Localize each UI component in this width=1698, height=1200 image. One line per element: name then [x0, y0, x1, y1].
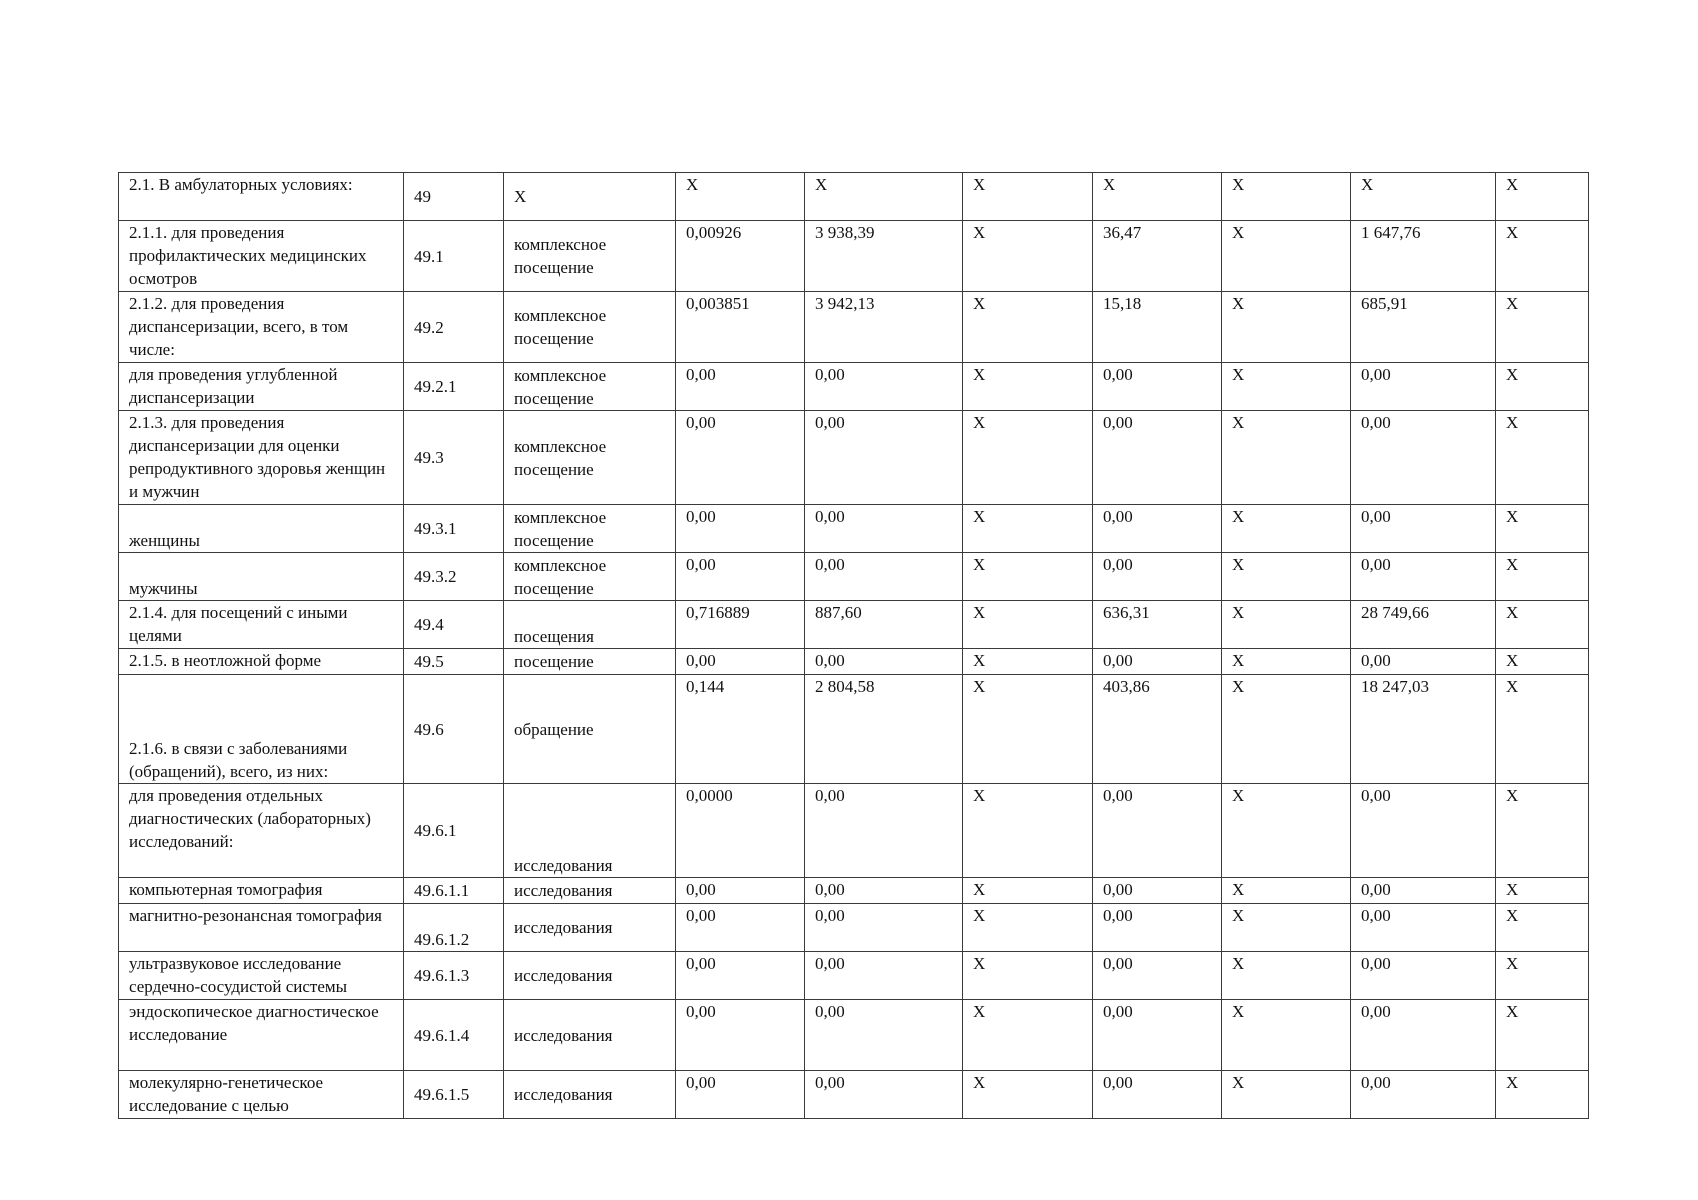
row-name-cell: для проведения углубленной диспансеризации [119, 363, 404, 411]
row-value-cell: 36,47 [1093, 221, 1222, 292]
row-value-cell: Х [1496, 601, 1589, 649]
row-value-cell: 0,00 [1351, 878, 1496, 904]
row-value-cell: Х [1496, 784, 1589, 878]
row-code-cell: 49.6.1.2 [404, 904, 504, 952]
row-value-cell: 0,00 [805, 363, 963, 411]
table-row [119, 411, 1589, 505]
table-row [119, 952, 1589, 1000]
row-value-cell: 0,00 [676, 904, 805, 952]
row-value-cell: 0,00 [1093, 505, 1222, 553]
row-value-cell: Х [1222, 292, 1351, 363]
row-code-cell: 49.5 [404, 649, 504, 675]
row-value-cell: Х [1351, 173, 1496, 221]
row-value-cell: Х [1496, 173, 1589, 221]
row-value-cell: Х [1222, 904, 1351, 952]
row-value-cell: 1 647,76 [1351, 221, 1496, 292]
row-name-cell: эндоскопическое диагностическое исследование [119, 1000, 404, 1071]
row-value-cell: 0,00 [1093, 649, 1222, 675]
row-value-cell: 887,60 [805, 601, 963, 649]
row-value-cell: 0,003851 [676, 292, 805, 363]
row-value-cell: Х [963, 784, 1093, 878]
row-value-cell: Х [1496, 675, 1589, 784]
row-name-cell: молекулярно-генетическое исследование с целью [119, 1071, 404, 1119]
row-value-cell: 0,00 [1351, 505, 1496, 553]
table-row [119, 878, 1589, 904]
row-value-cell: 0,00 [805, 1000, 963, 1071]
row-value-cell: Х [963, 221, 1093, 292]
row-unit-cell: исследования [504, 952, 676, 1000]
row-value-cell: Х [963, 505, 1093, 553]
row-code-cell: 49.6.1 [404, 784, 504, 878]
row-name-cell: 2.1.4. для посещений с иными целями [119, 601, 404, 649]
row-value-cell: 0,00 [805, 878, 963, 904]
row-value-cell: 0,00 [805, 1071, 963, 1119]
row-unit-cell: комплексное посещение [504, 411, 676, 505]
row-value-cell: 0,00 [1351, 649, 1496, 675]
row-value-cell: 0,00 [676, 878, 805, 904]
row-value-cell: Х [1496, 878, 1589, 904]
row-value-cell: 0,00 [676, 411, 805, 505]
row-value-cell: 0,00 [1351, 1071, 1496, 1119]
row-value-cell: 0,00 [1093, 363, 1222, 411]
row-value-cell: Х [1496, 553, 1589, 601]
row-name-cell: 2.1.2. для проведения диспансеризации, всего, в том числе: [119, 292, 404, 363]
row-value-cell: Х [1496, 505, 1589, 553]
table-row [119, 601, 1589, 649]
row-value-cell: 0,00 [805, 411, 963, 505]
row-value-cell: 0,00 [676, 649, 805, 675]
row-name-cell: 2.1.5. в неотложной форме [119, 649, 404, 675]
row-value-cell: Х [1496, 292, 1589, 363]
row-value-cell: Х [963, 411, 1093, 505]
row-name-cell: для проведения отдельных диагностических (лабораторных) исследований: [119, 784, 404, 878]
row-value-cell: Х [1496, 649, 1589, 675]
row-unit-cell: посещение [504, 649, 676, 675]
table-row [119, 505, 1589, 553]
row-code-cell: 49.6.1.5 [404, 1071, 504, 1119]
row-value-cell: Х [1496, 952, 1589, 1000]
row-unit-cell: комплексное посещение [504, 553, 676, 601]
row-value-cell: Х [963, 649, 1093, 675]
row-value-cell: Х [1222, 1000, 1351, 1071]
row-unit-cell: обращение [504, 675, 676, 784]
row-value-cell: 0,00 [1093, 411, 1222, 505]
row-value-cell: 0,00 [1351, 363, 1496, 411]
row-value-cell: Х [963, 553, 1093, 601]
row-value-cell: 0,00 [1093, 904, 1222, 952]
row-code-cell: 49.2 [404, 292, 504, 363]
row-value-cell: Х [1496, 411, 1589, 505]
row-value-cell: 0,00 [1093, 1000, 1222, 1071]
row-code-cell: 49.3.1 [404, 505, 504, 553]
row-value-cell: 636,31 [1093, 601, 1222, 649]
table-row [119, 292, 1589, 363]
row-value-cell: Х [1222, 1071, 1351, 1119]
row-code-cell: 49 [404, 173, 504, 221]
row-value-cell: Х [963, 363, 1093, 411]
row-value-cell: 2 804,58 [805, 675, 963, 784]
row-code-cell: 49.6.1.1 [404, 878, 504, 904]
row-value-cell: 0,00 [805, 784, 963, 878]
row-code-cell: 49.2.1 [404, 363, 504, 411]
row-value-cell: 0,00 [676, 1071, 805, 1119]
row-value-cell: 0,0000 [676, 784, 805, 878]
row-value-cell: 0,144 [676, 675, 805, 784]
row-value-cell: Х [1496, 1071, 1589, 1119]
row-value-cell: Х [1222, 221, 1351, 292]
row-name-cell: 2.1.3. для проведения диспансеризации для оценки репродуктивного здоровья женщин и мужчин [119, 411, 404, 505]
row-value-cell: 0,00 [1351, 411, 1496, 505]
table-row [119, 1000, 1589, 1071]
row-value-cell: 0,00 [1093, 878, 1222, 904]
row-name-cell: ультразвуковое исследование сердечно-сосудистой системы [119, 952, 404, 1000]
row-unit-cell: исследования [504, 904, 676, 952]
row-value-cell: Х [963, 1000, 1093, 1071]
table-row [119, 904, 1589, 952]
data-table [118, 172, 1589, 1119]
row-value-cell: 0,00 [1351, 784, 1496, 878]
row-value-cell: Х [1222, 878, 1351, 904]
row-unit-cell: комплексное посещение [504, 292, 676, 363]
table-row [119, 649, 1589, 675]
row-value-cell: Х [963, 173, 1093, 221]
row-name-cell: 2.1.6. в связи с заболеваниями (обращений), всего, из них: [119, 675, 404, 784]
row-value-cell: 0,00 [1093, 1071, 1222, 1119]
row-value-cell: Х [963, 878, 1093, 904]
row-value-cell: 0,00 [805, 505, 963, 553]
table-row [119, 221, 1589, 292]
row-value-cell: Х [1222, 505, 1351, 553]
row-value-cell: 403,86 [1093, 675, 1222, 784]
table-body [119, 173, 1589, 1119]
row-value-cell: 3 938,39 [805, 221, 963, 292]
row-name-cell: мужчины [119, 553, 404, 601]
row-value-cell: Х [1222, 411, 1351, 505]
row-value-cell: 0,00 [805, 904, 963, 952]
row-value-cell: Х [1222, 649, 1351, 675]
row-value-cell: Х [1222, 784, 1351, 878]
table-row [119, 675, 1589, 784]
row-unit-cell: Х [504, 173, 676, 221]
table-row [119, 1071, 1589, 1119]
row-value-cell: 18 247,03 [1351, 675, 1496, 784]
row-value-cell: 0,00 [676, 363, 805, 411]
table-row [119, 363, 1589, 411]
row-name-cell: женщины [119, 505, 404, 553]
row-code-cell: 49.6.1.3 [404, 952, 504, 1000]
table-row [119, 784, 1589, 878]
row-value-cell: Х [1222, 363, 1351, 411]
row-name-cell: компьютерная томография [119, 878, 404, 904]
row-code-cell: 49.3 [404, 411, 504, 505]
row-value-cell: 0,00 [1093, 784, 1222, 878]
row-value-cell: Х [963, 675, 1093, 784]
row-value-cell: Х [1222, 553, 1351, 601]
row-unit-cell: исследования [504, 1000, 676, 1071]
row-unit-cell: комплексное посещение [504, 221, 676, 292]
row-unit-cell: комплексное посещение [504, 505, 676, 553]
row-value-cell: Х [1496, 221, 1589, 292]
table-row [119, 553, 1589, 601]
row-value-cell: Х [1222, 173, 1351, 221]
row-value-cell: 0,00 [1351, 904, 1496, 952]
row-unit-cell: исследования [504, 784, 676, 878]
row-value-cell: 0,00 [676, 1000, 805, 1071]
row-value-cell: 15,18 [1093, 292, 1222, 363]
row-value-cell: 3 942,13 [805, 292, 963, 363]
row-value-cell: 0,00 [805, 649, 963, 675]
row-unit-cell: исследования [504, 878, 676, 904]
row-unit-cell: комплексное посещение [504, 363, 676, 411]
row-code-cell: 49.4 [404, 601, 504, 649]
row-value-cell: Х [1496, 904, 1589, 952]
row-code-cell: 49.1 [404, 221, 504, 292]
row-value-cell: Х [1496, 363, 1589, 411]
row-value-cell: 0,716889 [676, 601, 805, 649]
row-value-cell: 0,00 [805, 952, 963, 1000]
row-name-cell: 2.1.1. для проведения профилактических медицинских осмотров [119, 221, 404, 292]
row-value-cell: Х [963, 1071, 1093, 1119]
row-value-cell: 0,00 [1351, 553, 1496, 601]
row-value-cell: 28 749,66 [1351, 601, 1496, 649]
table-row [119, 173, 1589, 221]
row-value-cell: 0,00926 [676, 221, 805, 292]
row-code-cell: 49.6.1.4 [404, 1000, 504, 1071]
row-unit-cell: исследования [504, 1071, 676, 1119]
row-value-cell: Х [963, 601, 1093, 649]
row-value-cell: Х [963, 952, 1093, 1000]
row-unit-cell: посещения [504, 601, 676, 649]
row-value-cell: 0,00 [1351, 952, 1496, 1000]
row-value-cell: 0,00 [1093, 952, 1222, 1000]
row-code-cell: 49.6 [404, 675, 504, 784]
row-value-cell: Х [1222, 675, 1351, 784]
row-name-cell: 2.1. В амбулаторных условиях: [119, 173, 404, 221]
row-value-cell: 0,00 [1351, 1000, 1496, 1071]
row-value-cell: 685,91 [1351, 292, 1496, 363]
row-value-cell: Х [676, 173, 805, 221]
row-value-cell: 0,00 [676, 553, 805, 601]
row-value-cell: Х [1222, 601, 1351, 649]
row-value-cell: Х [1222, 952, 1351, 1000]
row-name-cell: магнитно-резонансная томография [119, 904, 404, 952]
row-value-cell: Х [1496, 1000, 1589, 1071]
row-value-cell: Х [805, 173, 963, 221]
row-value-cell: 0,00 [676, 505, 805, 553]
row-value-cell: Х [963, 292, 1093, 363]
row-value-cell: 0,00 [676, 952, 805, 1000]
row-value-cell: 0,00 [1093, 553, 1222, 601]
row-value-cell: Х [963, 904, 1093, 952]
row-value-cell: 0,00 [805, 553, 963, 601]
row-code-cell: 49.3.2 [404, 553, 504, 601]
row-value-cell: Х [1093, 173, 1222, 221]
